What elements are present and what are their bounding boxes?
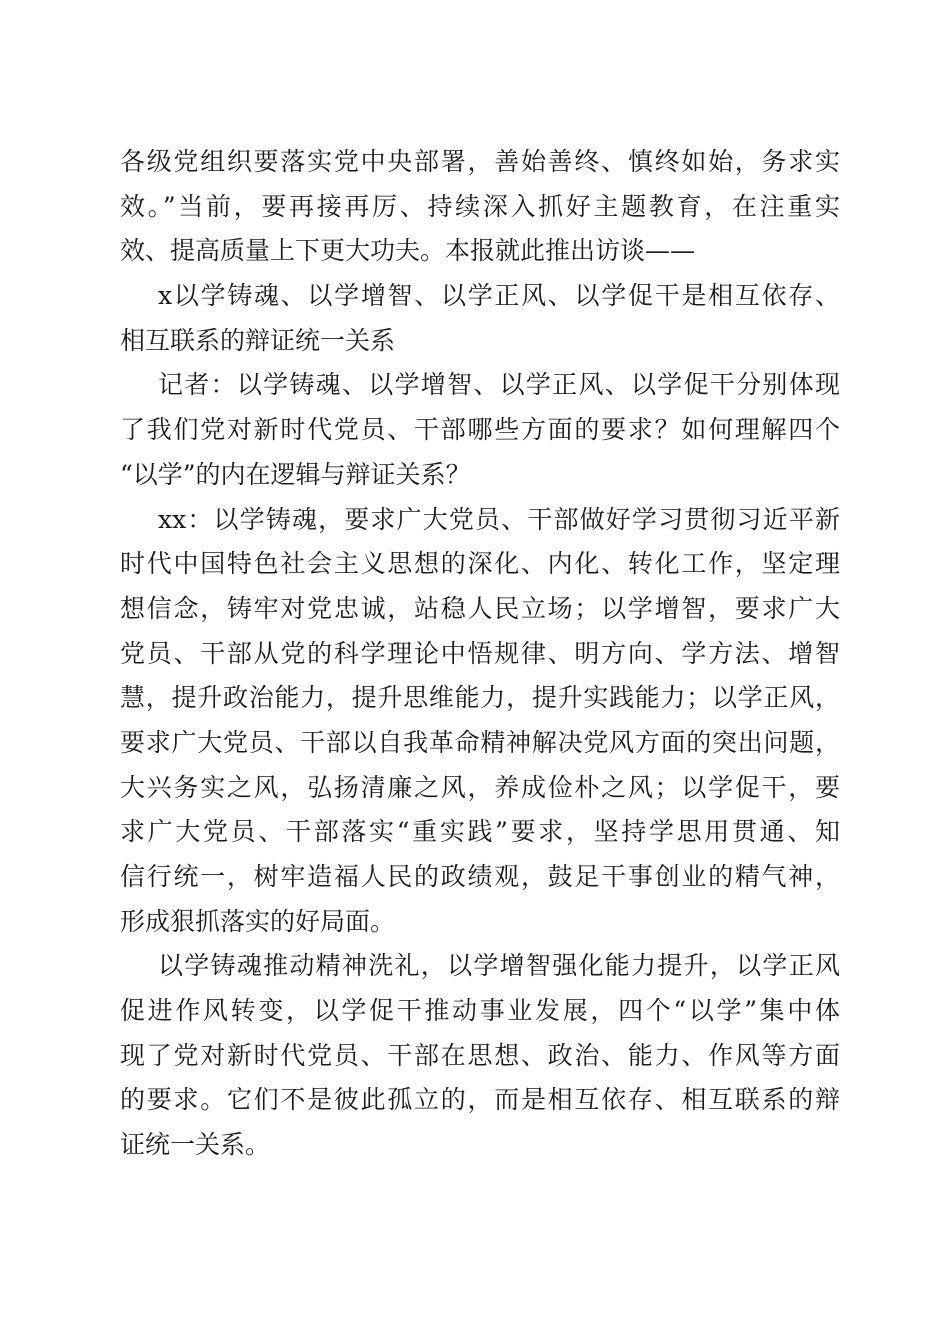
paragraph-line: 的要求。它们不是彼此孤立的，而是相互依存、相互联系的辩 [120,1085,840,1115]
answer-line: 信行统一，树牢造福人民的政绩观，鼓足干事创业的精气神， [120,862,840,891]
text-line: 各级党组织要落实党中央部署，善始善终、慎终如始，务求实 [120,147,840,176]
paragraph-line: 促进作风转变，以学促干推动事业发展，四个“以学”集中体 [120,996,840,1026]
paragraph-line: 以学铸魂推动精神洗礼，以学增智强化能力提升，以学正风 [158,951,840,981]
section-heading-line: 相互联系的辩证统一关系 [120,325,396,355]
answer-line: 想信念，铸牢对党忠诚，站稳人民立场；以学增智，要求广大 [120,593,840,623]
paragraph-line: 证统一关系。 [120,1130,271,1160]
answer-line: 要求广大党员、干部以自我革命精神解决党风方面的突出问题， [120,727,840,757]
answer-line: 时代中国特色社会主义思想的深化、内化、转化工作，坚定理 [120,549,840,579]
article-body [120,140,840,1168]
question-line: 记者：以学铸魂、以学增智、以学正风、以学促干分别体现 [158,370,840,400]
question-line: “以学”的内在逻辑与辩证关系？ [120,459,471,489]
answer-line: 求广大党员、干部落实“重实践”要求，坚持学思用贯通、知 [120,817,840,847]
question-line: 了我们党对新时代党员、干部哪些方面的要求？如何理解四个 [120,415,840,445]
answer-line: 党员、干部从党的科学理论中悟规律、明方向、学方法、增智 [120,638,840,668]
text-line: 效。”当前，要再接再厉、持续深入抓好主题教育，在注重实 [120,191,840,221]
answer-line: 慧，提升政治能力，提升思维能力，提升实践能力；以学正风， [120,683,840,713]
answer-line: 大兴务实之风，弘扬清廉之风，养成俭朴之风；以学促干，要 [120,772,840,802]
answer-line: 形成狠抓落实的好局面。 [120,906,396,936]
section-heading-line: x以学铸魂、以学增智、以学正风、以学促干是相互依存、 [158,281,840,311]
text-line: 效、提高质量上下更大功夫。本报就此推出访谈—— [120,236,696,266]
paragraph-line: 现了党对新时代党员、干部在思想、政治、能力、作风等方面 [120,1040,840,1070]
answer-line: xx：以学铸魂，要求广大党员、干部做好学习贯彻习近平新 [158,504,840,534]
